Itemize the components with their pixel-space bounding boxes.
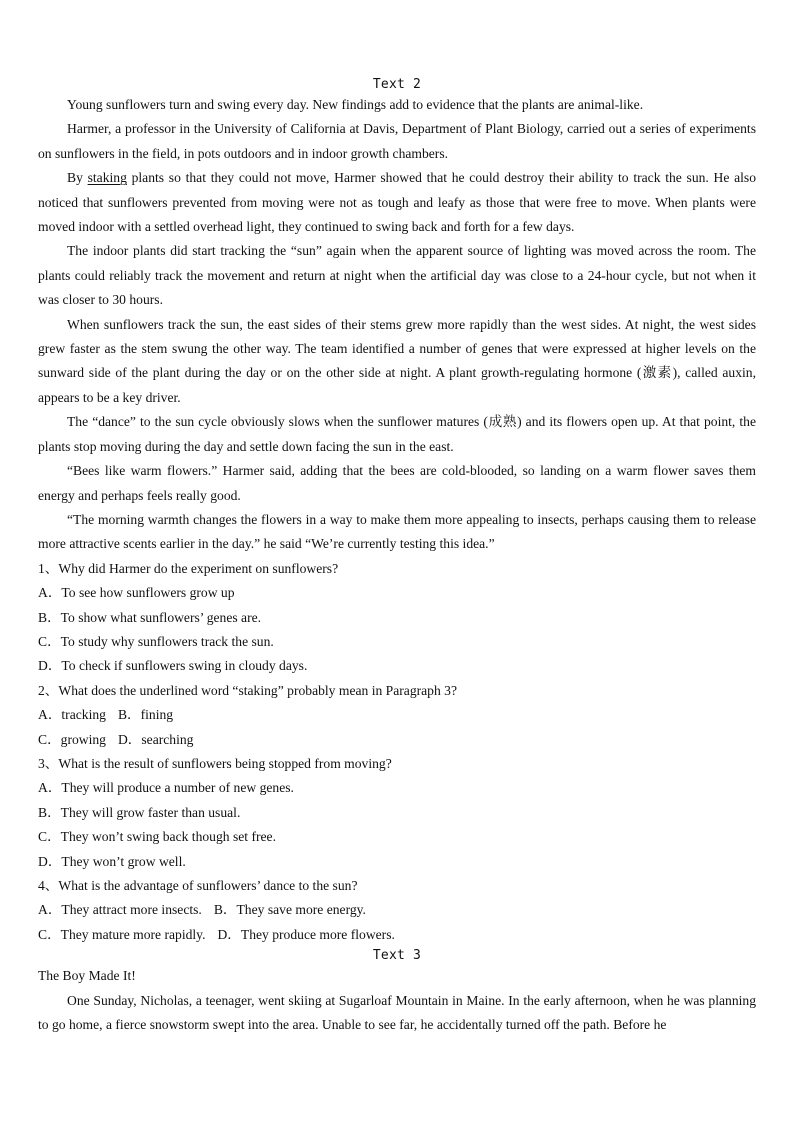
text3-paragraph-1: One Sunday, Nicholas, a teenager, went skiing at Sugarloaf Mountain in Maine. In the early afternoon, when he was planning to go home, a fierce snowstorm swept into the area. Unable to see far, he accidentally turned off the path. Before he [38,992,756,1033]
text2-paragraph-5: When sunflowers track the sun, the east sides of their stems grew more rapidly than the west sides. At night, the west sides grew faster as the stem swung the other way. The team identified a number of genes that were expressed at higher levels on the sunward side of the plant during the day or on the other side at night. A plant growth-regulating hormone (激素), called auxin, appears to be a key driver. [38,316,756,405]
paragraph-3-lead: By [67,170,88,186]
question-4-options-row-2 [38,923,756,947]
text2-paragraph-3 [38,166,756,239]
text2-paragraph-7: “Bees like warm flowers.” Harmer said, adding that the bees are cold-blooded, so landing on a warm flower saves them energy and perhaps feels really good. [38,463,756,503]
question-2-option-d: D．searching [117,731,194,747]
question-2 [38,679,756,752]
question-1-option-c: C．To study why sunflowers track the sun. [38,633,274,649]
document-page [38,76,756,1037]
text3-title: The Boy Made It! [38,968,136,984]
question-4-stem: 4、What is the advantage of sunflowers’ dance to the sun? [38,878,358,893]
text2-heading: Text 2 [372,77,422,92]
question-2-options-row-2 [38,728,756,752]
question-3-option-c: C．They won’t swing back though set free. [38,829,276,845]
text2-paragraph-2: Harmer, a professor in the University of California at Davis, Department of Plant Biology, carried out a series of experiments on sunflowers in the field, in pots outdoors and in indoor growth chambers. [38,121,756,161]
text2-paragraph-1: Young sunflowers turn and swing every day. New findings add to evidence that the plants are animal-like. [67,97,644,112]
question-1-stem: 1、Why did Harmer do the experiment on sunflowers? [38,560,339,576]
question-4-option-b: B．They save more energy. [213,902,366,918]
question-4-option-c: C．They mature more rapidly. [38,926,206,942]
question-3-stem: 3、What is the result of sunflowers being stopped from moving? [38,755,392,771]
question-4-options-row-1 [38,898,756,922]
question-4 [38,874,756,947]
question-3-option-d: D．They won’t grow well. [38,853,186,869]
question-2-options-row-1 [38,703,756,727]
question-3 [38,752,756,874]
question-4-option-d: D．They produce more flowers. [217,926,395,942]
question-3-option-b: B．They will grow faster than usual. [38,804,241,820]
text2-paragraph-6: The “dance” to the sun cycle obviously slows when the sunflower matures (成熟) and its flowers open up. At that point, the plants stop moving during the day and settle down facing the sun in the east. [38,414,756,454]
question-1-option-b: B．To show what sunflowers’ genes are. [38,609,262,625]
underlined-word-staking: staking [87,170,127,186]
question-1-option-a: A．To see how sunflowers grow up [38,585,235,601]
question-2-option-a: A．tracking [38,707,106,723]
question-4-option-a: A．They attract more insects. [38,902,202,918]
question-1 [38,557,756,679]
text3-heading: Text 3 [372,948,422,964]
paragraph-3-rest: plants so that they could not move, Harmer showed that he could destroy their ability to track the sun. He also noticed that sunflowers prevented from moving were not as tough and leafy as those that were free to move. When plants were moved indoor with a settled overhead light, they continued to swing back and forth for a few days. [38,170,757,235]
question-2-option-c: C．growing [38,731,106,747]
question-2-stem: 2、What does the underlined word “staking” probably mean in Paragraph 3? [38,682,458,698]
text2-paragraph-4: The indoor plants did start tracking the “sun” again when the apparent source of lighting was moved across the room. The plants could reliably track the movement and return at night when the artificial day was close to a 24-hour cycle, but not when it was closer to 30 hours. [38,243,756,308]
question-1-option-d: D．To check if sunflowers swing in cloudy days. [38,658,308,674]
question-2-option-b: B．fining [117,707,174,723]
text2-paragraph-8: “The morning warmth changes the flowers in a way to make them more appealing to insects, perhaps causing them to release more attractive scents earlier in the day.” he said “We’re currently testing this idea.” [38,511,756,552]
question-3-option-a: A．They will produce a number of new genes. [38,780,294,796]
